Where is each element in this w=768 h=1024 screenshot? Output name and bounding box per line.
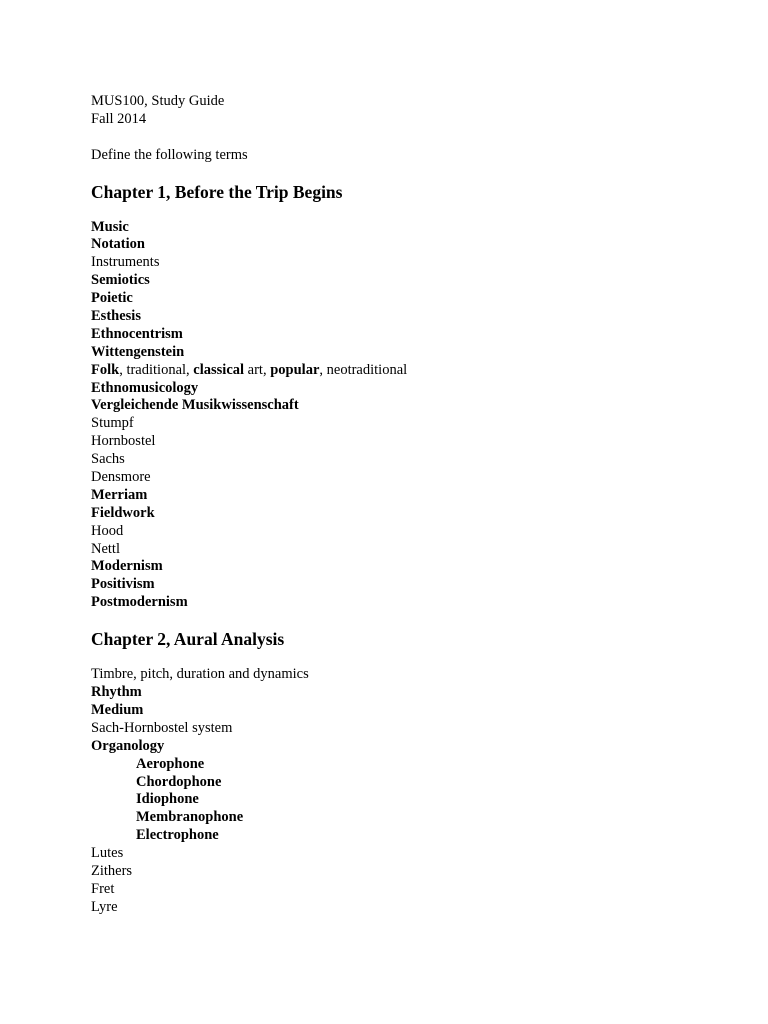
term-item: Fieldwork [91, 504, 155, 521]
term-item: Merriam [91, 486, 148, 503]
term-item: Hood [91, 522, 124, 539]
organology-subterm: Membranophone [136, 809, 244, 826]
organology-subterm: Electrophone [136, 827, 219, 844]
term-item: Organology [91, 737, 165, 754]
term-item: Postmodernism [91, 594, 188, 611]
term-item: Lyre [91, 898, 118, 915]
term-classical: classical [193, 361, 245, 378]
term-item: Sach-Hornbostel system [91, 719, 233, 736]
chapter-2-title: Chapter 2, Aural Analysis [91, 629, 285, 650]
term-item: Rhythm [91, 684, 142, 701]
term-item: Modernism [91, 558, 163, 575]
term-separator: , traditional, [119, 361, 194, 378]
term-item: Sachs [91, 451, 125, 468]
term-item: Positivism [91, 576, 155, 593]
instructions: Define the following terms [91, 146, 248, 163]
term-item: Timbre, pitch, duration and dynamics [91, 666, 309, 683]
term-popular: popular [270, 361, 320, 378]
term-item: Hornbostel [91, 433, 156, 450]
spacer [91, 649, 731, 666]
course-line: MUS100, Study Guide [91, 93, 225, 109]
organology-subterm: Aerophone [136, 755, 205, 772]
spacer [91, 129, 731, 147]
term-item: Medium [91, 701, 144, 718]
term-separator: , neotraditional [319, 361, 408, 378]
term-line: Fall 2014 [91, 110, 147, 127]
term-item: Densmore [91, 469, 151, 486]
chapter-1-term-list [91, 219, 731, 613]
term-item: Vergleichende Musikwissenschaft [91, 397, 299, 414]
term-item: Notation [91, 236, 145, 253]
term-item: Ethnomusicology [91, 379, 199, 396]
organology-subterm: Idiophone [136, 791, 199, 808]
term-item: Stumpf [91, 415, 134, 432]
organology-subterm: Chordophone [136, 773, 222, 790]
term-item: Lutes [91, 845, 124, 862]
term-item: Zithers [91, 862, 133, 879]
spacer [91, 612, 731, 629]
chapter-2-term-list [91, 666, 731, 916]
term-item: Music [91, 218, 129, 235]
term-item: Ethnocentrism [91, 325, 183, 342]
genre-terms-line [91, 362, 731, 380]
term-item: Wittengenstein [91, 343, 185, 360]
chapter-1-title: Chapter 1, Before the Trip Begins [91, 181, 343, 202]
spacer [91, 202, 731, 219]
term-item: Semiotics [91, 272, 150, 289]
term-folk: Folk [91, 361, 120, 378]
term-item: Fret [91, 880, 115, 897]
term-item: Esthesis [91, 308, 141, 325]
term-item: Nettl [91, 540, 120, 557]
term-item: Poietic [91, 290, 133, 307]
spacer [91, 165, 731, 182]
study-guide-page [91, 93, 731, 917]
term-item: Instruments [91, 254, 160, 271]
term-separator: art, [244, 361, 271, 378]
